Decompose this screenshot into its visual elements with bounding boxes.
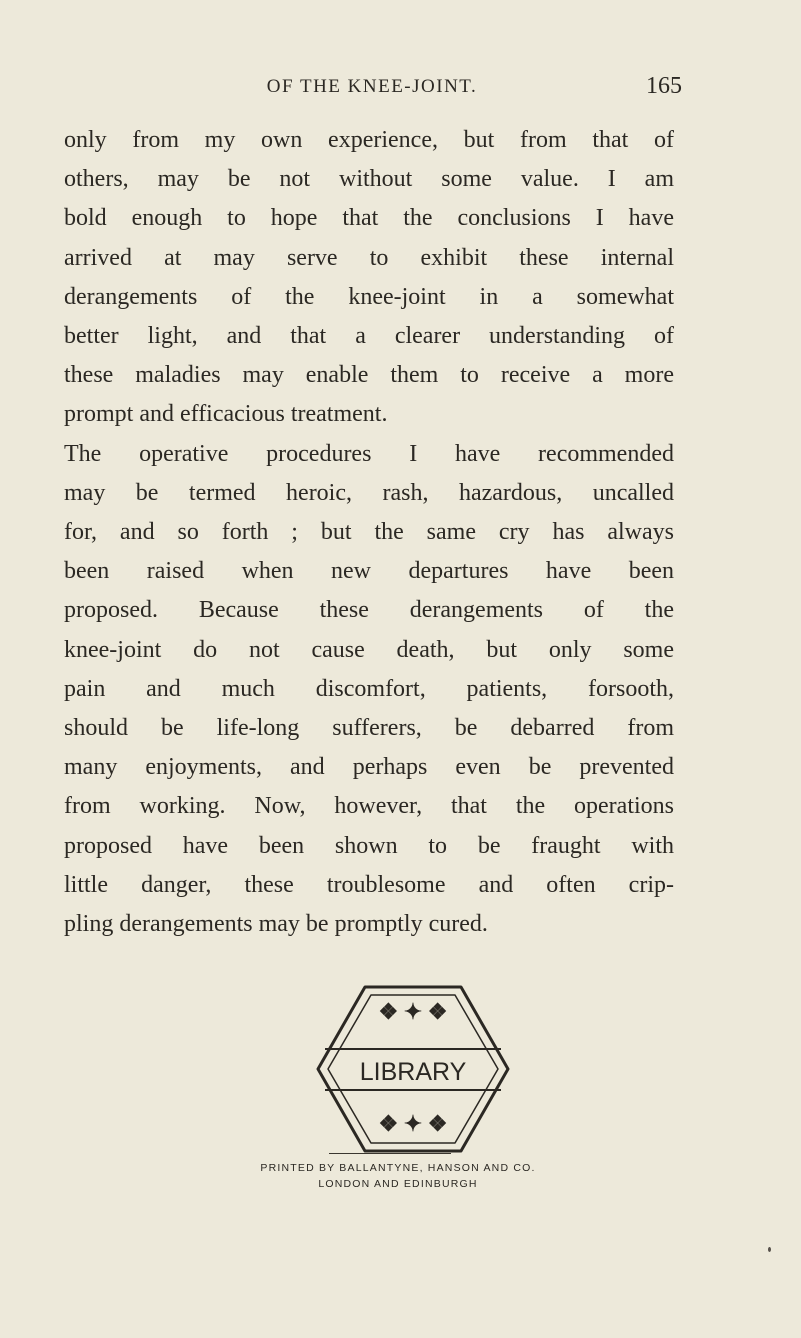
colophon-rule <box>329 1153 451 1154</box>
text-line: many enjoyments, and perhaps even be prevented <box>64 754 674 781</box>
text-line: pling derangements may be promptly cured. <box>64 911 488 938</box>
colophon-location: LONDON AND EDINBURGH <box>318 1178 478 1190</box>
text-line: pain and much discomfort, patients, forsooth, <box>64 675 674 702</box>
text-line: only from my own experience, but from that of <box>64 127 674 153</box>
running-head <box>62 73 682 110</box>
running-title: OF THE KNEE-JOINT. <box>266 76 478 97</box>
ink-speck <box>768 1247 771 1252</box>
text-line: been raised when new departures have been <box>64 558 674 585</box>
colophon <box>233 1160 563 1192</box>
text-line: little danger, these troublesome and often crip- <box>64 871 674 898</box>
text-line: derangements of the knee-joint in a somewhat <box>64 283 674 310</box>
text-line: these maladies may enable them to receive a more <box>64 362 674 389</box>
text-line: may be termed heroic, rash, hazardous, uncalled <box>64 479 674 506</box>
svg-text:❖ ✦ ❖: ❖ ✦ ❖ <box>378 999 448 1024</box>
text-line: better light, and that a clearer understanding of <box>64 323 674 350</box>
text-line: The operative procedures I have recommended <box>64 440 674 467</box>
text-line: prompt and efficacious treatment. <box>64 401 388 428</box>
body-text <box>64 121 674 944</box>
text-line: arrived at may serve to exhibit these internal <box>64 244 674 271</box>
stamp-label: LIBRARY <box>359 1058 467 1086</box>
text-line: proposed. Because these derangements of the <box>64 597 674 624</box>
text-line: knee-joint do not cause death, but only some <box>64 636 674 663</box>
page-number: 165 <box>646 73 682 99</box>
text-line: for, and so forth ; but the same cry has always <box>64 519 674 546</box>
text-line: others, may be not without some value. I am <box>64 166 674 193</box>
text-line: from working. Now, however, that the operations <box>64 793 674 820</box>
text-line: should be life-long sufferers, be debarred from <box>64 715 674 742</box>
text-line: bold enough to hope that the conclusions I have <box>64 205 674 232</box>
svg-text:❖ ✦ ❖: ❖ ✦ ❖ <box>378 1111 448 1136</box>
colophon-printer: PRINTED BY BALLANTYNE, HANSON AND CO. <box>260 1162 536 1174</box>
text-line: proposed have been shown to be fraught with <box>64 832 674 859</box>
library-stamp-icon <box>303 945 523 1167</box>
